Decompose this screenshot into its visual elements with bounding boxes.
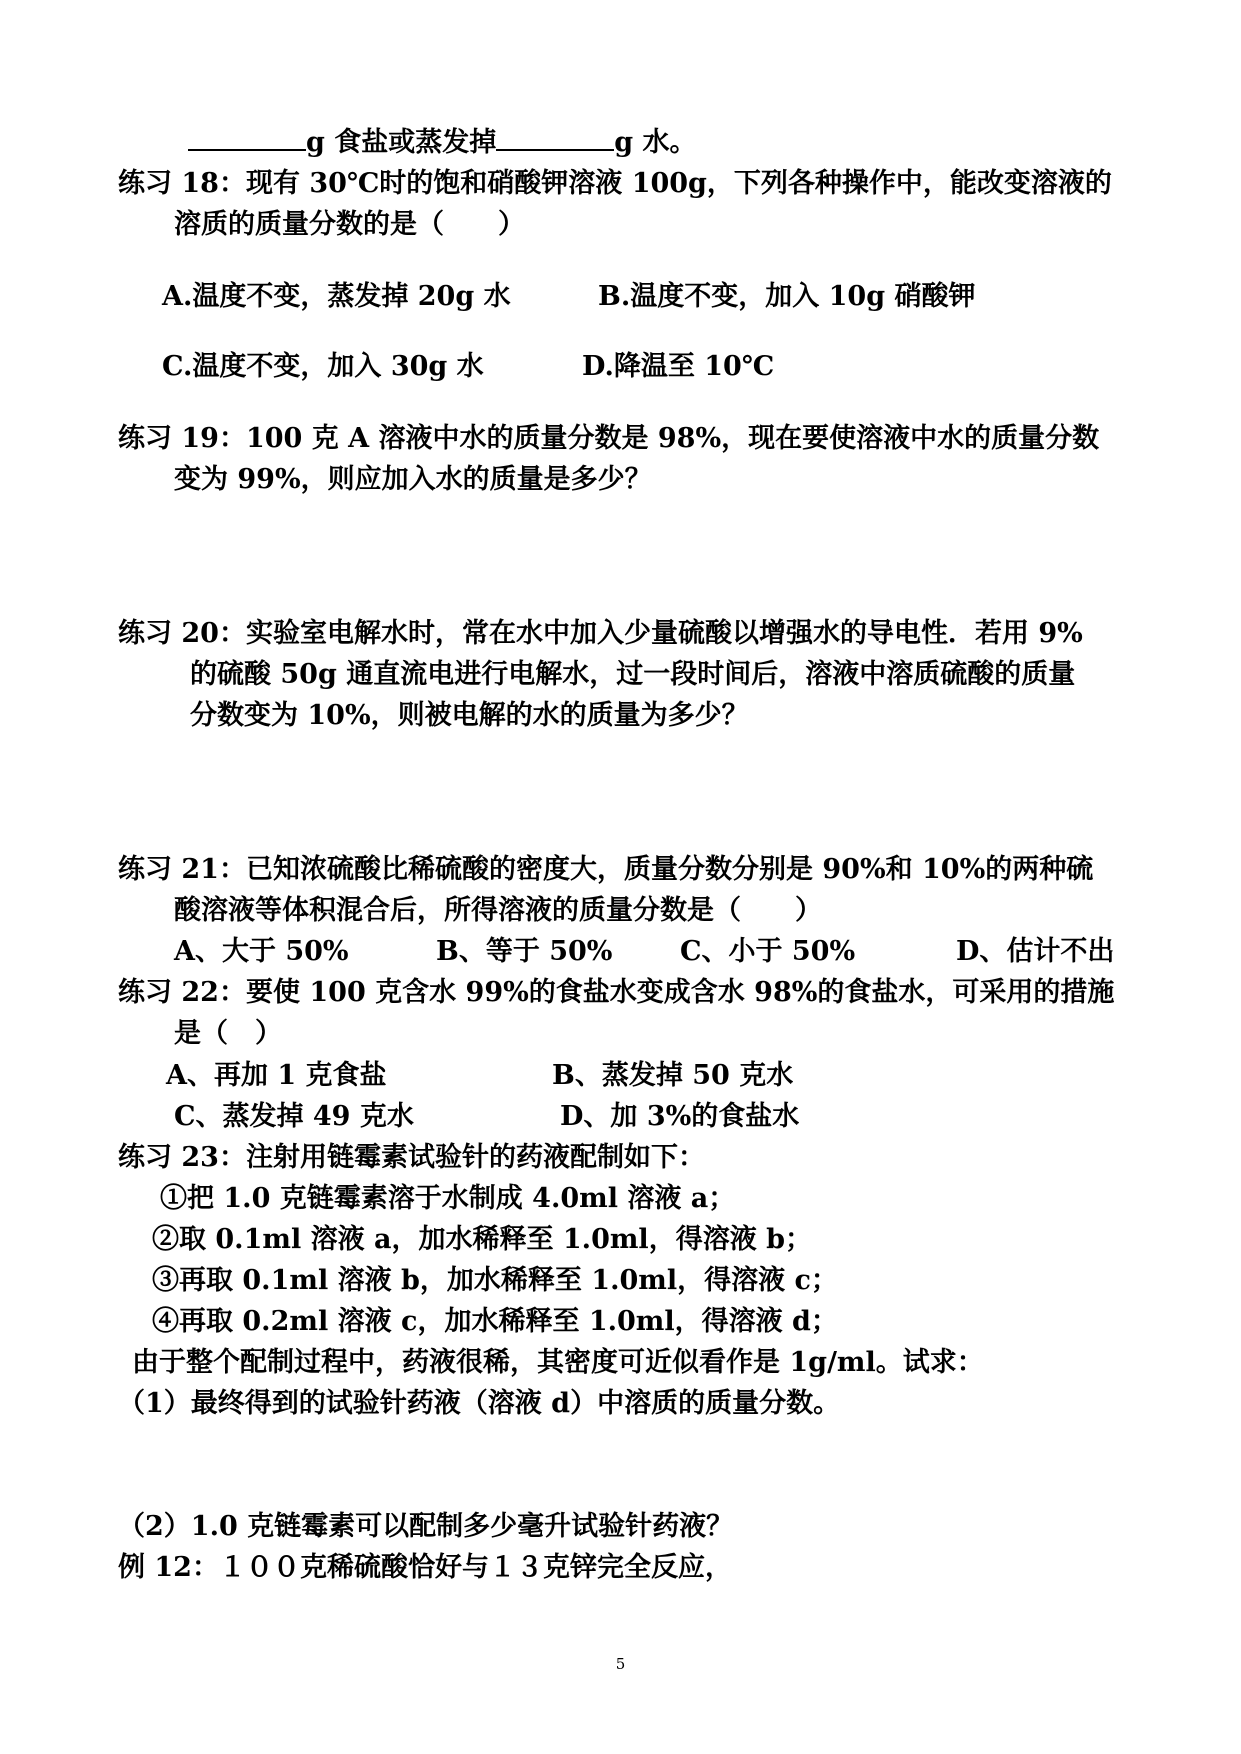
exercise-23-line1: 练习 23：注射用链霉素试验针的药液配制如下： <box>118 1142 705 1173</box>
exercise-22-option-c: C、蒸发掉 49 克水 <box>174 1101 414 1132</box>
exercise-23-step2: ②取 0.1ml 溶液 a，加水稀释至 1.0ml，得溶液 b； <box>152 1224 812 1255</box>
page-number: 5 <box>615 1655 626 1673</box>
exercise-22-option-d: D、加 3%的食盐水 <box>560 1101 800 1132</box>
exercise-21-line2: 酸溶液等体积混合后，所得溶液的质量分数是（ ） <box>174 895 822 926</box>
exercise-22-option-a: A、再加 1 克食盐 <box>166 1060 387 1091</box>
exercise-20-line3: 分数变为 10%，则被电解的水的质量为多少？ <box>190 700 749 731</box>
exercise-22-line1: 练习 22：要使 100 克含水 99%的食盐水变成含水 98%的食盐水，可采用的措施 <box>118 977 1115 1008</box>
exercise-20-line1: 练习 20：实验室电解水时，常在水中加入少量硫酸以增强水的导电性．若用 9% <box>118 618 1083 649</box>
exercise-18-option-b: B.温度不变，加入 10g 硝酸钾 <box>598 281 976 312</box>
exercise-23-question-2: （2）1.0 克链霉素可以配制多少毫升试验针药液？ <box>118 1511 734 1542</box>
exercise-18-line1: 练习 18：现有 30℃时的饱和硝酸钾溶液 100g，下列各种操作中，能改变溶液的 <box>118 168 1112 199</box>
exercise-23-step3: ③再取 0.1ml 溶液 b，加水稀释至 1.0ml，得溶液 c； <box>152 1265 838 1296</box>
exercise-19-line1: 练习 19：100 克 A 溶液中水的质量分数是 98%，现在要使溶液中水的质量分数 <box>118 423 1100 454</box>
exercise-23-step4: ④再取 0.2ml 溶液 c，加水稀释至 1.0ml，得溶液 d； <box>152 1306 838 1337</box>
answer-blank <box>188 125 306 151</box>
blank-line: g 食盐或蒸发掉 g 水。 <box>188 125 697 161</box>
exercise-20-line2: 的硫酸 50g 通直流电进行电解水，过一段时间后，溶液中溶质硫酸的质量 <box>190 659 1076 690</box>
answer-blank <box>496 125 614 151</box>
exercise-21-option-a: A、大于 50% <box>174 936 349 967</box>
exercise-23-step1: ①把 1.0 克链霉素溶于水制成 4.0ml 溶液 a； <box>160 1183 736 1214</box>
exercise-21-line1: 练习 21：已知浓硫酸比稀硫酸的密度大，质量分数分别是 90%和 10%的两种硫 <box>118 854 1094 885</box>
exercise-23-question-1: （1）最终得到的试验针药液（溶液 d）中溶质的质量分数。 <box>118 1388 841 1419</box>
exercise-21-option-b: B、等于 50% <box>436 936 613 967</box>
exercise-18-option-a: A.温度不变，蒸发掉 20g 水 <box>162 281 511 312</box>
exercise-23-note: 由于整个配制过程中，药液很稀，其密度可近似看作是 1g/ml。试求： <box>132 1347 984 1378</box>
example-12: 例 12：１００克稀硫酸恰好与１３克锌完全反应， <box>118 1552 732 1583</box>
exercise-18-option-c: C.温度不变，加入 30g 水 <box>162 351 484 382</box>
exercise-21-option-c: C、小于 50% <box>680 936 856 967</box>
exercise-18-option-d: D.降温至 10℃ <box>582 351 775 382</box>
exercise-22-line2: 是（ ） <box>174 1018 282 1049</box>
exercise-19-line2: 变为 99%，则应加入水的质量是多少？ <box>174 464 652 495</box>
exercise-18-line2: 溶质的质量分数的是（ ） <box>174 209 525 240</box>
exercise-22-option-b: B、蒸发掉 50 克水 <box>552 1060 794 1091</box>
exercise-21-option-d: D、估计不出 <box>956 936 1115 967</box>
